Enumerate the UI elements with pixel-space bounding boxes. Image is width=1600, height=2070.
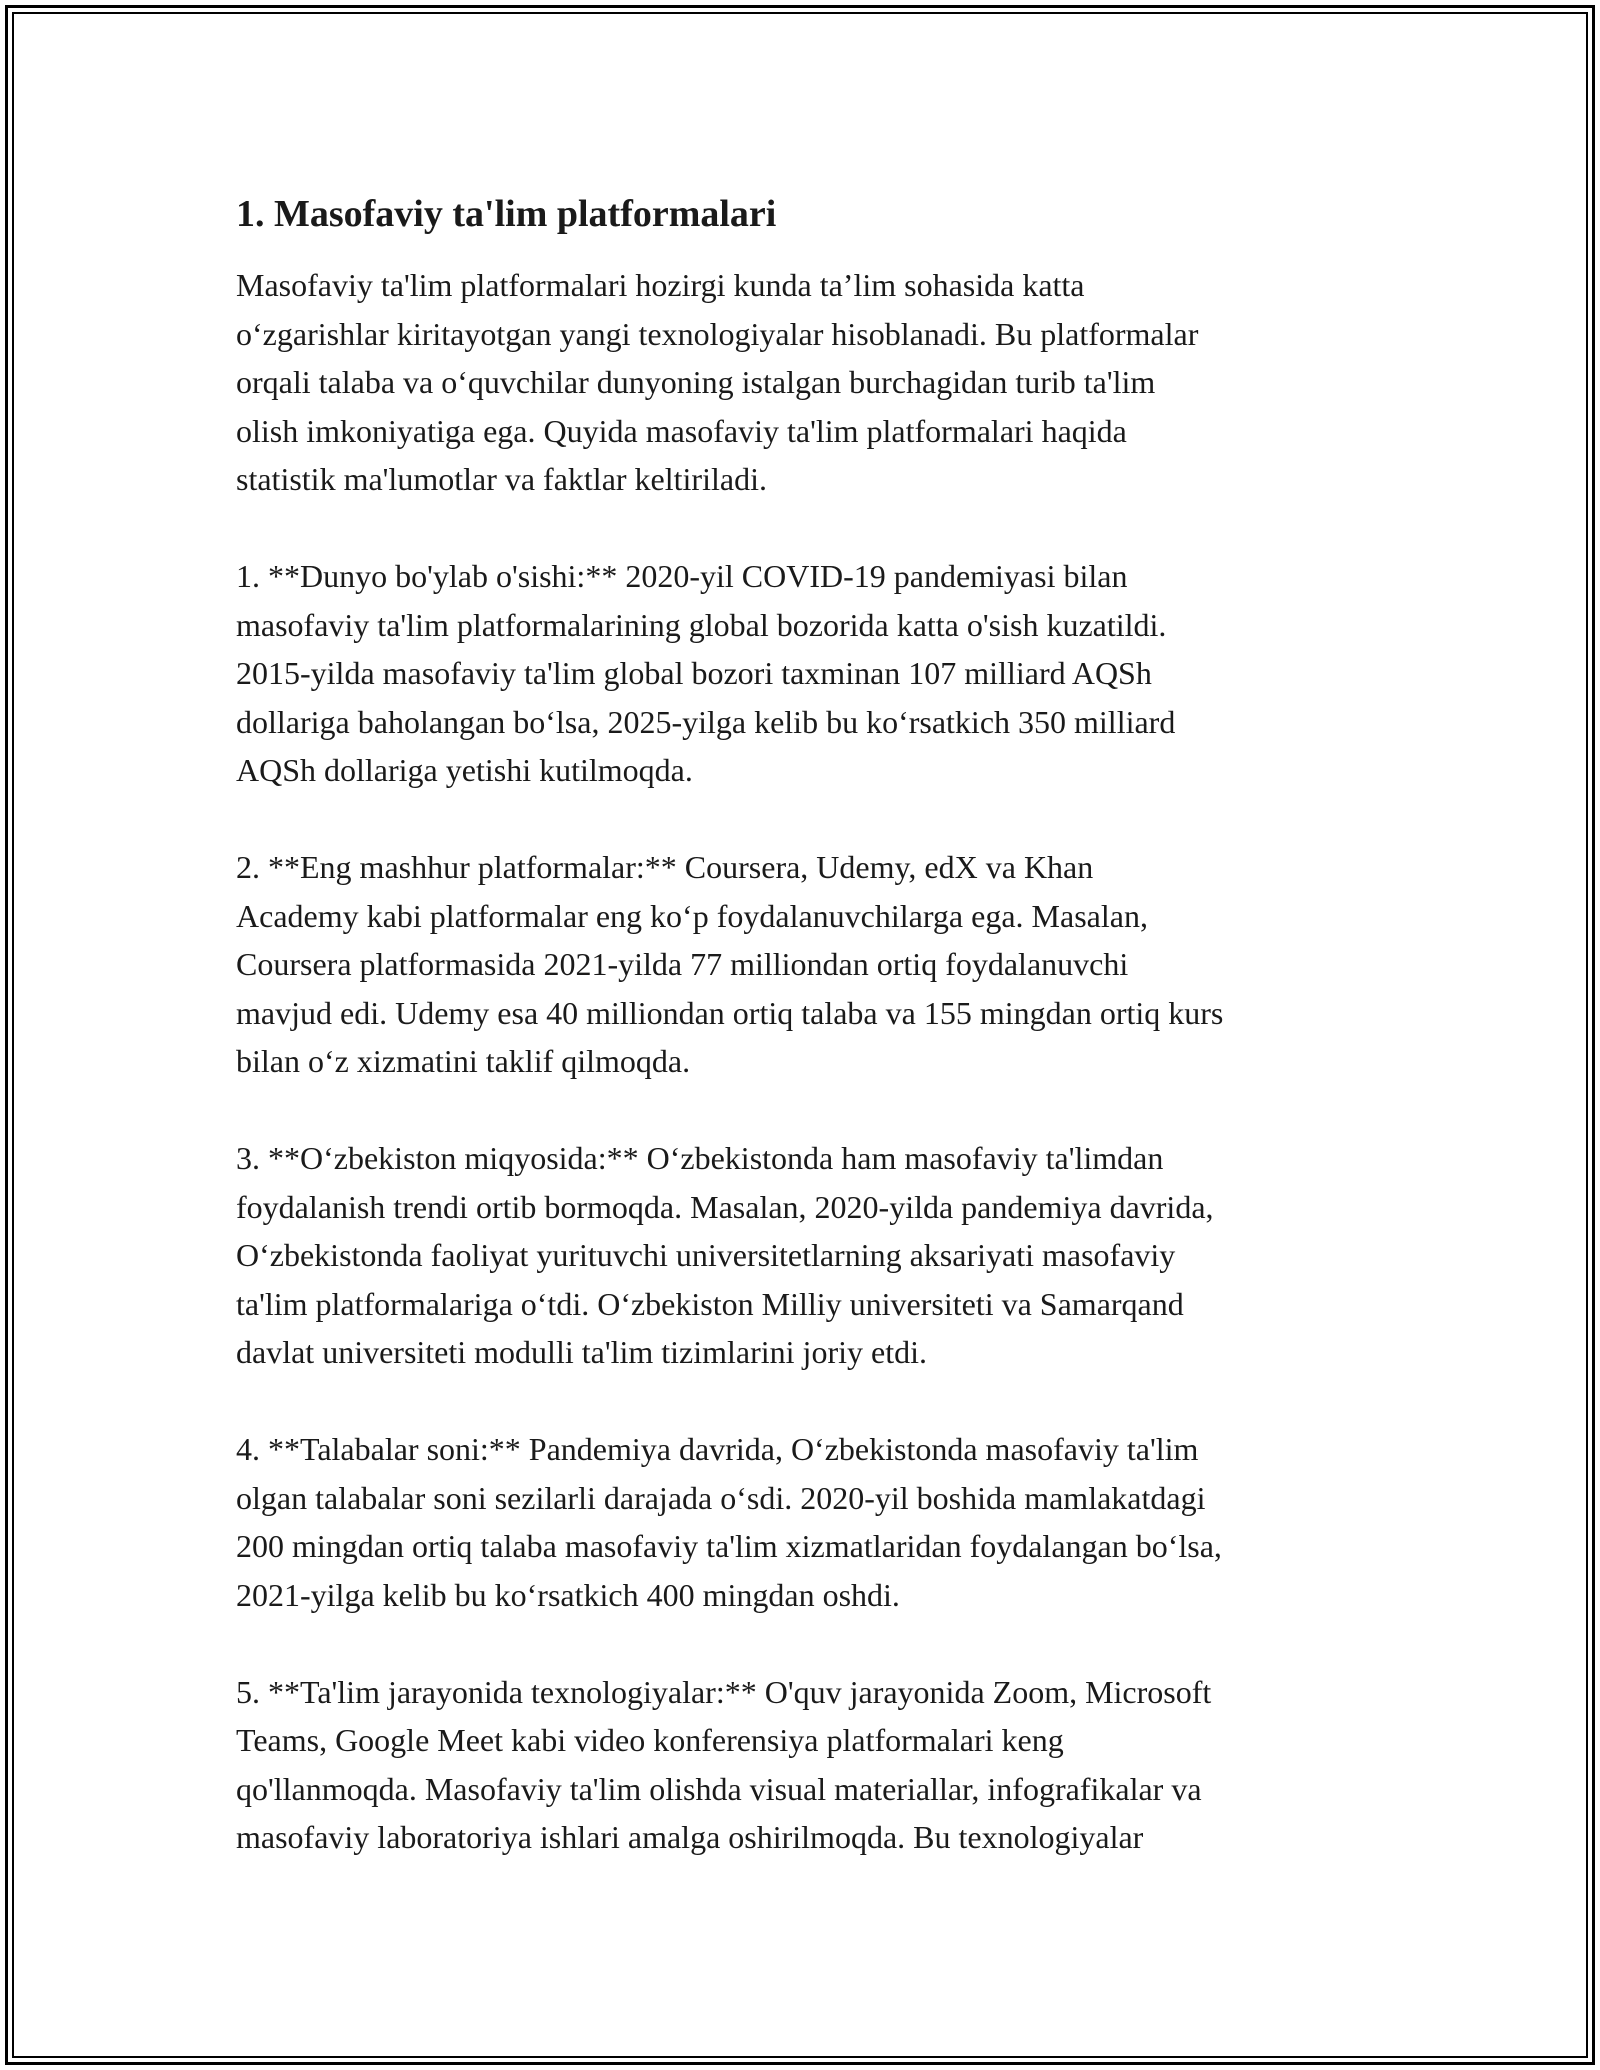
document-body xyxy=(236,188,1376,1862)
paragraph-global-growth: 1. **Dunyo bo'ylab o'sishi:** 2020-yil COVID-19 pandemiyasi bilan masofaviy ta'lim platformalarining global bozorida katta o'sish kuzatildi. 2015-yilda masofaviy ta'lim global bozori taxminan 107 milliard AQSh dollariga baholangan bo‘lsa, 2025-yilga kelib bu ko‘rsatkich 350 milliard AQSh dollariga yetishi kutilmoqda. xyxy=(236,558,1176,788)
paragraph-popular-platforms: 2. **Eng mashhur platformalar:** Coursera, Udemy, edX va Khan Academy kabi platformalar eng ko‘p foydalanuvchilarga ega. Masalan, Coursera platformasida 2021-yilda 77 milliondan ortiq foydalanuvchi mavjud edi. Udemy esa 40 milliondan ortiq talaba va 155 mingdan ortiq kurs bilan o‘z xizmatini taklif qilmoqda. xyxy=(236,849,1224,1079)
intro-paragraph: Masofaviy ta'lim platformalari hozirgi kunda ta’lim sohasida katta o‘zgarishlar kiritayotgan yangi texnologiyalar hisoblanadi. Bu platformalar orqali talaba va o‘quvchilar dunyoning istalgan burchagidan turib ta'lim olish imkoniyatiga ega. Quyida masofaviy ta'lim platformalari haqida statistik ma'lumotlar va faktlar keltiriladi. xyxy=(236,267,1199,497)
paragraph-student-count: 4. **Talabalar soni:** Pandemiya davrida, O‘zbekistonda masofaviy ta'lim olgan talabalar soni sezilarli darajada o‘sdi. 2020-yil boshida mamlakatdagi 200 mingdan ortiq talaba masofaviy ta'lim xizmatlaridan foydalangan bo‘lsa, 2021-yilga kelib bu ko‘rsatkich 400 mingdan oshdi. xyxy=(236,1431,1222,1613)
paragraph-uzbekistan-scale: 3. **O‘zbekiston miqyosida:** O‘zbekistonda ham masofaviy ta'limdan foydalanish trendi ortib bormoqda. Masalan, 2020-yilda pandemiya davrida, O‘zbekistonda faoliyat yurituvchi universitetlarning aksariyati masofaviy ta'lim platformalariga o‘tdi. O‘zbekiston Milliy universiteti va Samarqand davlat universiteti modulli ta'lim tizimlarini joriy etdi. xyxy=(236,1140,1214,1370)
paragraph-technologies: 5. **Ta'lim jarayonida texnologiyalar:** O'quv jarayonida Zoom, Microsoft Teams, Google Meet kabi video konferensiya platformalari keng qo'llanmoqda. Masofaviy ta'lim olishda visual materiallar, infografikalar va masofaviy laboratoriya ishlari amalga oshirilmoqda. Bu texnologiyalar xyxy=(236,1673,1212,1855)
page-title: 1. Masofaviy ta'lim platformalari xyxy=(236,193,777,235)
